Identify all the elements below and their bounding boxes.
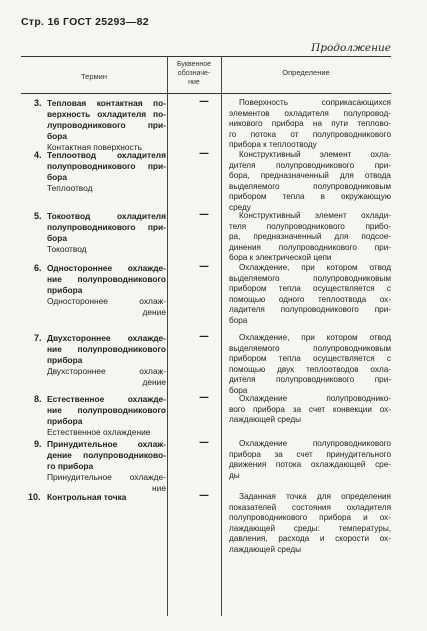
definition-line: дителя полупроводникового при- [229,160,391,170]
row-number: 9. [34,439,42,449]
definition-line: лаждающей среды [229,415,302,424]
definition-line: Охлаждение, при котором отвод [239,263,391,272]
designation-dash: — [199,437,209,448]
term-name [47,98,166,142]
definition-line: Охлаждение полупроводнико- [239,394,391,403]
synonym-line: Одностороннее охлаж- [47,296,166,306]
definition-line: прибором тепла в окружающую [229,192,391,201]
definition-line: вого прибора за счет конвекции ох- [229,404,391,414]
row-number: 7. [34,333,42,343]
term-line: Тепловая контактная по- [47,98,166,108]
definition-line: прибора за счет принудительного [229,449,391,459]
definition-line: показателей состояния охладителя [229,502,391,512]
synonym-line: ние [152,483,166,493]
definition-line: ра, предназначенный для подсое- [229,232,391,241]
definition-line: дителя полупроводникового при- [229,375,391,384]
definition-line: выделяемого полупроводниковым [229,273,391,283]
term-line: прибора [47,355,83,365]
term-line: ние полупроводникового [47,344,166,354]
definition-line: прибором тепла осуществляется с [229,354,391,363]
synonym-line: дение [142,377,166,387]
term-name [47,439,166,472]
continuation-label: Продолжение [311,42,391,54]
row-number: 4. [34,150,42,160]
term-line: Естественное охлажде- [47,394,166,404]
definition-line: Поверхность соприкасающихся [239,98,391,107]
column-divider-term [167,56,168,616]
definition-text [229,211,391,264]
term-line: прибора [47,416,83,426]
synonym-line: Двухстороннее охлаж- [47,366,166,376]
table-top-rule [21,56,391,57]
term-line: лупроводникового при- [47,120,166,130]
definition-text [229,263,391,326]
definition-line: бора, предназначенный для отвода [229,171,391,180]
term-line: ние полупроводникового [47,405,166,415]
term-line: Теплоотвод охладителя [47,150,166,160]
definition-line: го потока от полупроводникового [229,129,391,139]
term-line: верхность охладителя по- [47,109,166,119]
term-line: Одностороннее охлажде- [47,263,166,273]
header-term: Термин [81,72,107,81]
definition-text [229,394,391,426]
definition-line: динения полупроводникового при- [229,242,391,252]
definition-line: никового прибора на пути теплово- [229,119,391,128]
synonym-line: Естественное охлаждение [47,427,151,437]
definition-line: прибором тепла осуществляется с [229,284,391,293]
designation-dash: — [199,490,209,501]
definition-line: Конструктивный элемент охлади- [239,211,391,220]
designation-dash: — [199,392,209,403]
definition-line: лаждающей среды [229,544,302,554]
definition-line: ладителя полупроводникового при- [229,305,391,314]
term-name [47,333,166,366]
designation-dash: — [199,96,209,107]
definition-line: полупроводникового прибора и ох- [229,513,391,522]
definition-text [229,150,391,213]
term-synonym [47,183,166,194]
synonym-line: Контактная поверхность [47,142,142,152]
term-line: Двухстороннее охлажде- [47,333,166,343]
column-divider-designation [221,56,222,616]
term-name [47,150,166,183]
designation-dash: — [199,261,209,272]
definition-line: выделяемого полупроводниковым [229,343,391,353]
definition-line: прибора к теплоотводу [229,140,317,149]
row-number: 10. [28,492,41,502]
term-line: Принудительное охлаж- [47,439,166,449]
definition-line: Заданная точка для определения [239,492,391,501]
synonym-line: Принудительное охлажде- [47,472,166,482]
row-number: 5. [34,211,42,221]
header-definition: Определение [282,68,330,77]
designation-dash: — [199,331,209,342]
definition-line: элементов охладителя полупровод- [229,108,391,118]
header-designation [167,60,221,87]
header-designation-line: ние [188,79,200,86]
definition-line: бора [229,385,248,395]
term-line: Токоотвод охладителя [47,211,166,221]
term-line: Контрольная точка [47,492,127,502]
row-number: 6. [34,263,42,273]
term-line: бора [47,172,68,182]
definition-text [229,439,391,481]
term-line: прибора [47,285,83,295]
term-synonym [47,366,166,388]
term-name [47,492,166,503]
definition-line: движения потока охлаждающей сре- [229,460,391,469]
synonym-line: Токоотвод [47,244,87,254]
definition-line: бора к электрической цепи [229,253,332,262]
designation-dash: — [199,148,209,159]
term-line: полупроводникового при- [47,161,166,171]
term-synonym [47,296,166,318]
table-header-rule [21,93,391,94]
definition-line: Конструктивный элемент охла- [239,150,391,159]
header-designation-line: обозначе- [177,70,211,77]
definition-line: помощью одного теплоотвода ох- [229,294,391,304]
term-synonym [47,427,166,438]
term-name [47,211,166,244]
definition-line: бора [229,315,248,325]
definition-line: среду [229,202,251,212]
definition-line: Охлаждение, при котором отвод [239,333,391,342]
term-line: го прибора [47,461,94,471]
row-number: 8. [34,394,42,404]
synonym-line: дение [142,307,166,317]
definition-line: давления, расхода и скорости ох- [229,534,391,543]
definition-text [229,98,391,151]
term-line: дение полупроводниково- [47,450,166,460]
term-name [47,263,166,296]
definition-line: помощью двух теплоотводов охла- [229,364,391,374]
definition-line: выделяемого полупроводниковым [229,181,391,191]
term-line: бора [47,131,68,141]
definition-text [229,333,391,396]
header-designation-line: Буквенное [176,61,212,68]
term-line: полупроводникового при- [47,222,166,232]
designation-dash: — [199,209,209,220]
term-synonym [47,244,166,255]
definition-text [229,492,391,555]
term-name [47,394,166,427]
term-synonym [47,472,166,494]
term-line: ние полупроводникового [47,274,166,284]
definition-line: теля полупроводникового прибо- [229,221,391,231]
page-header: Стр. 16 ГОСТ 25293—82 [21,16,149,28]
definition-line: ды [229,470,240,480]
term-line: бора [47,233,68,243]
definition-line: Охлаждение полупроводникового [239,439,391,448]
row-number: 3. [34,98,42,108]
synonym-line: Теплоотвод [47,183,93,193]
definition-line: лаждающей среды: температуры, [229,523,391,533]
